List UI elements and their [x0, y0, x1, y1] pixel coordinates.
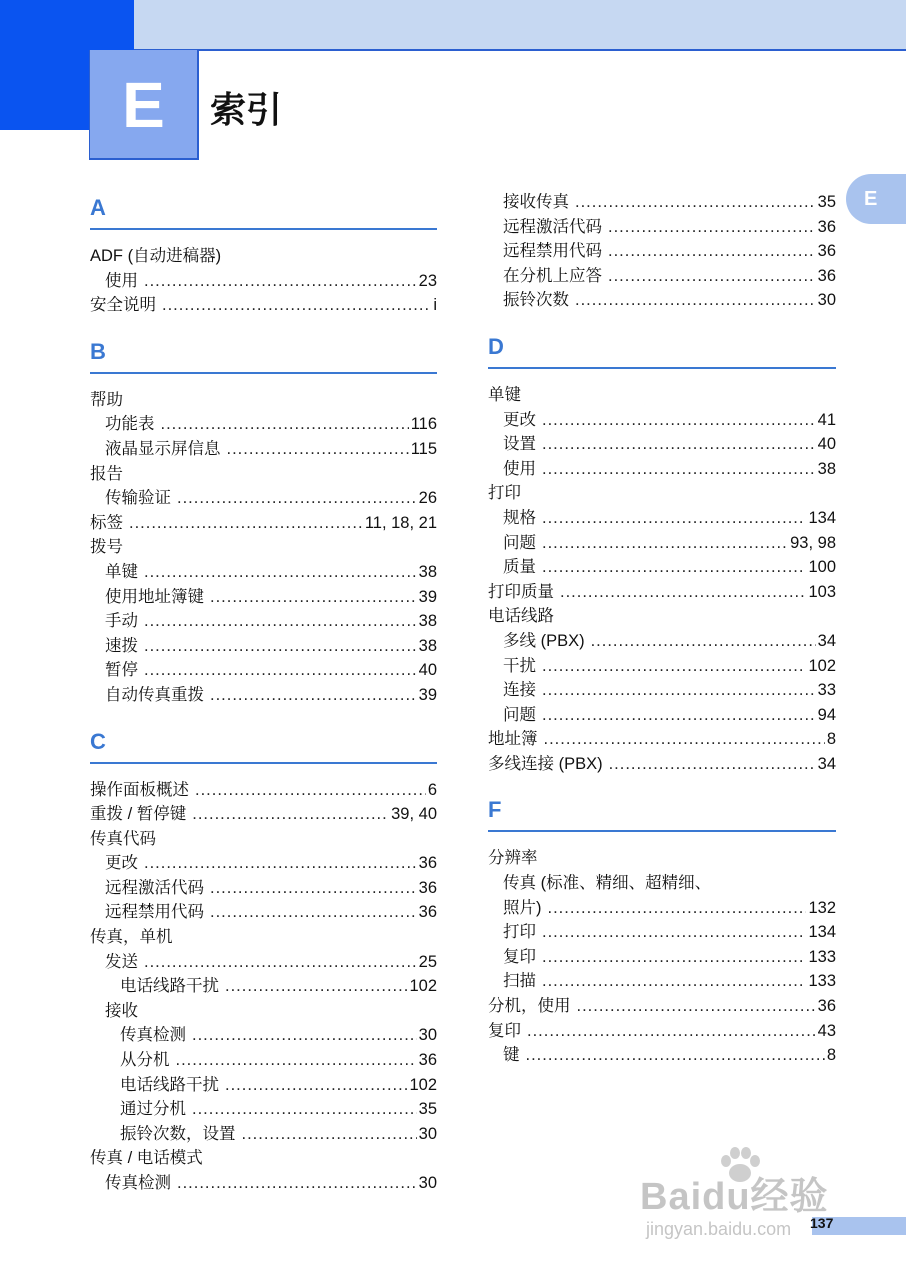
index-entry [488, 215, 836, 240]
index-entry [90, 778, 437, 803]
dot-leader [192, 1097, 417, 1122]
index-term: 远程禁用代码 [105, 903, 204, 922]
index-term: 报告 [90, 464, 123, 483]
index-entry [488, 752, 836, 777]
index-entry [90, 900, 437, 925]
index-page-ref[interactable]: 36 [817, 242, 836, 261]
index-term: 使用 [105, 271, 138, 290]
index-term: 更改 [105, 854, 138, 873]
index-page-ref[interactable]: 93, 98 [790, 533, 836, 552]
index-entry [488, 945, 836, 970]
index-term: 帮助 [90, 390, 123, 409]
index-term: 干扰 [503, 656, 536, 675]
index-page-ref[interactable]: 36 [418, 1051, 437, 1070]
index-entry [488, 654, 836, 679]
index-page-ref[interactable]: 38 [418, 636, 437, 655]
index-page-ref[interactable]: 94 [817, 705, 836, 724]
dot-leader [195, 778, 426, 803]
index-term: 打印 [488, 484, 521, 503]
index-term: 拨号 [90, 538, 123, 557]
index-page-ref[interactable]: i [433, 296, 437, 315]
index-term: 振铃次数，设置 [120, 1124, 236, 1143]
index-entry [488, 1043, 836, 1068]
watermark [640, 1145, 860, 1255]
dot-leader [542, 678, 816, 703]
index-entry [488, 481, 836, 506]
index-entry [488, 920, 836, 945]
index-entry [90, 1023, 437, 1048]
index-page-ref[interactable]: 34 [817, 631, 836, 650]
index-term: 问题 [503, 705, 536, 724]
dot-leader [162, 293, 431, 318]
dot-leader [542, 654, 806, 679]
dot-leader [542, 457, 816, 482]
dot-leader [542, 506, 806, 531]
dot-leader [542, 945, 806, 970]
index-page-ref[interactable]: 34 [817, 754, 836, 773]
dot-leader [144, 634, 417, 659]
index-page-ref[interactable]: 23 [418, 271, 437, 290]
index-page-ref[interactable]: 36 [817, 266, 836, 285]
dot-leader [177, 1171, 417, 1196]
index-entry [488, 555, 836, 580]
index-page-ref[interactable]: 33 [817, 681, 836, 700]
dot-leader [210, 683, 417, 708]
index-term: 安全说明 [90, 296, 156, 315]
index-page-ref[interactable]: 39 [418, 587, 437, 606]
dot-leader [575, 190, 816, 215]
dot-leader [542, 408, 816, 433]
index-page-ref[interactable]: 38 [418, 612, 437, 631]
dot-leader [144, 609, 417, 634]
index-term: 暂停 [105, 661, 138, 680]
index-page-ref[interactable]: 133 [808, 972, 836, 991]
index-term: 自动传真重拨 [105, 685, 204, 704]
dot-leader [144, 658, 417, 683]
dot-leader [161, 412, 409, 437]
dot-leader [210, 900, 417, 925]
dot-leader [577, 994, 816, 1019]
index-entry [90, 437, 437, 462]
index-term: 复印 [503, 947, 536, 966]
index-entry [488, 408, 836, 433]
index-entry [90, 511, 437, 536]
section-heading: D [488, 331, 836, 369]
index-entry [90, 851, 437, 876]
dot-leader [192, 1023, 417, 1048]
index-column-left [90, 192, 437, 1196]
index-page-ref[interactable]: 134 [808, 508, 836, 527]
dot-leader [548, 896, 807, 921]
index-entry [90, 560, 437, 585]
index-entry [90, 1122, 437, 1147]
index-term: 规格 [503, 508, 536, 527]
index-page-ref[interactable]: 102 [808, 656, 836, 675]
index-term: 远程激活代码 [105, 878, 204, 897]
page-title: 索引 [210, 89, 283, 130]
index-entry [90, 827, 437, 852]
index-page-ref[interactable]: 30 [817, 291, 836, 310]
index-entry [488, 288, 836, 313]
index-term: 质量 [503, 558, 536, 577]
index-entry [488, 969, 836, 994]
index-term: 电话线路干扰 [120, 977, 219, 996]
index-page-ref[interactable]: 103 [808, 582, 836, 601]
index-term: 功能表 [105, 415, 155, 434]
index-term: 设置 [503, 435, 536, 454]
dot-leader [542, 969, 806, 994]
index-page-ref[interactable]: 115 [410, 439, 437, 458]
index-page-ref[interactable]: 39 [418, 685, 437, 704]
dot-leader [144, 269, 417, 294]
index-entry [90, 974, 437, 999]
index-page-ref[interactable]: 116 [410, 415, 437, 434]
index-entry [488, 994, 836, 1019]
index-term: ADF (自动进稿器) [90, 247, 222, 265]
index-entry [90, 293, 437, 318]
dot-leader [144, 560, 417, 585]
index-entry [90, 388, 437, 413]
index-entry [488, 629, 836, 654]
dot-leader [542, 555, 806, 580]
index-term: 更改 [503, 410, 536, 429]
index-page-ref[interactable]: 8 [826, 1046, 836, 1065]
index-term: 从分机 [120, 1051, 170, 1070]
dot-leader [542, 531, 788, 556]
index-term: 问题 [503, 533, 536, 552]
index-entry [90, 950, 437, 975]
index-term: 传输验证 [105, 489, 171, 508]
index-entry [90, 634, 437, 659]
index-term: 发送 [105, 952, 138, 971]
index-term: 振铃次数 [503, 291, 569, 310]
section-heading: A [90, 192, 437, 230]
index-page-ref[interactable]: 36 [418, 878, 437, 897]
index-term: 接收传真 [503, 193, 569, 211]
chapter-letter: E [89, 50, 199, 160]
dot-leader [526, 1043, 825, 1068]
index-entry [90, 1097, 437, 1122]
index-entry [90, 683, 437, 708]
index-page-ref[interactable]: 40 [817, 435, 836, 454]
index-page-ref[interactable]: 134 [808, 923, 836, 942]
index-entry [488, 239, 836, 264]
index-page-ref[interactable]: 11, 18, 21 [364, 513, 437, 532]
index-term: 传真，单机 [90, 928, 173, 947]
index-term: 远程禁用代码 [503, 242, 602, 261]
index-term: 传真检测 [105, 1174, 171, 1192]
dot-leader [225, 1073, 407, 1098]
dot-leader [210, 585, 417, 610]
index-page-ref[interactable]: 36 [418, 903, 437, 922]
dot-leader [544, 727, 825, 752]
index-page-ref[interactable]: 102 [409, 977, 437, 996]
index-term: 速拨 [105, 636, 138, 655]
watermark-url: jingyan.baidu.com [646, 1219, 792, 1239]
index-entry [488, 1019, 836, 1044]
dot-leader [192, 802, 389, 827]
side-chapter-tab: E [846, 174, 906, 224]
index-entry [488, 678, 836, 703]
index-term: 远程激活代码 [503, 217, 602, 236]
index-entry [488, 506, 836, 531]
dot-leader [177, 486, 417, 511]
index-entry [90, 658, 437, 683]
index-term: 地址簿 [488, 730, 538, 749]
dot-leader [575, 288, 816, 313]
index-term: 电话线路 [488, 607, 554, 626]
section-heading: C [90, 726, 437, 764]
dot-leader [176, 1048, 417, 1073]
index-entry [90, 244, 437, 269]
index-entry [90, 269, 437, 294]
index-term: 手动 [105, 612, 138, 631]
index-page-ref[interactable]: 38 [418, 562, 437, 581]
index-term: 扫描 [503, 972, 536, 991]
index-page-ref[interactable]: 36 [418, 854, 437, 873]
index-entry [90, 1171, 437, 1196]
dot-leader [560, 580, 806, 605]
index-page-ref[interactable]: 132 [808, 898, 836, 917]
index-entry [90, 925, 437, 950]
index-page-ref[interactable]: 38 [817, 459, 836, 478]
index-column-right [488, 190, 836, 1068]
index-page-ref[interactable]: 26 [418, 489, 437, 508]
index-page-ref[interactable]: 43 [817, 1021, 836, 1040]
index-term: 传真检测 [120, 1026, 186, 1045]
index-term: 电话线路干扰 [120, 1075, 219, 1094]
section-heading: B [90, 336, 437, 374]
dot-leader [591, 629, 816, 654]
index-entry [488, 383, 836, 408]
dot-leader [608, 239, 816, 264]
index-entry [90, 609, 437, 634]
dot-leader [227, 437, 409, 462]
dot-leader [542, 920, 806, 945]
watermark-logo: Baidu经验 [640, 1176, 829, 1218]
index-entry [90, 999, 437, 1024]
index-term: 分机，使用 [488, 997, 571, 1016]
index-entry [90, 412, 437, 437]
index-term: 传真 (标准、精细、超精细、 [503, 874, 712, 893]
header-rule [134, 49, 906, 51]
dot-leader [608, 215, 816, 240]
index-entry [90, 462, 437, 487]
index-entry [90, 1146, 437, 1171]
index-term: 传真代码 [90, 829, 156, 848]
index-entry [488, 896, 836, 921]
dot-leader [242, 1122, 417, 1147]
index-page-ref[interactable]: 35 [418, 1100, 437, 1119]
index-entry [90, 535, 437, 560]
index-term: 通过分机 [120, 1100, 186, 1119]
dot-leader [542, 703, 816, 728]
dot-leader [527, 1019, 816, 1044]
section-heading: F [488, 794, 836, 832]
index-page-ref[interactable]: 35 [817, 193, 836, 211]
index-term: 复印 [488, 1021, 521, 1040]
index-entry [90, 486, 437, 511]
index-term: 操作面板概述 [90, 780, 189, 799]
dot-leader [609, 752, 816, 777]
index-entry [488, 432, 836, 457]
dot-leader [144, 950, 417, 975]
page-number: 137 [810, 1215, 834, 1231]
index-page-ref[interactable]: 102 [409, 1075, 437, 1094]
dot-leader [608, 264, 816, 289]
dot-leader [144, 851, 417, 876]
index-page-ref[interactable]: 133 [808, 947, 836, 966]
index-page-ref[interactable]: 30 [418, 1174, 437, 1192]
index-entry [488, 190, 836, 215]
index-page-ref[interactable]: 30 [418, 1026, 437, 1045]
index-entry [90, 802, 437, 827]
index-term: 打印 [503, 923, 536, 942]
dot-leader [542, 432, 816, 457]
index-entry [488, 846, 836, 871]
index-entry [488, 457, 836, 482]
index-entry [488, 703, 836, 728]
index-page-ref[interactable]: 36 [817, 997, 836, 1016]
index-page-ref[interactable]: 36 [817, 217, 836, 236]
index-entry [90, 1048, 437, 1073]
index-entry [90, 876, 437, 901]
index-entry [488, 264, 836, 289]
index-term: 多线连接 (PBX) [488, 754, 603, 773]
index-term: 多线 (PBX) [503, 631, 585, 650]
index-term: 分辨率 [488, 849, 538, 868]
index-page-ref[interactable]: 100 [808, 558, 836, 577]
index-term: 单键 [105, 562, 138, 581]
index-term: 液晶显示屏信息 [105, 439, 221, 458]
index-page-ref[interactable]: 30 [418, 1124, 437, 1143]
header-band [0, 0, 906, 50]
dot-leader [210, 876, 417, 901]
index-term: 使用 [503, 459, 536, 478]
index-term: 连接 [503, 681, 536, 700]
index-term: 照片) [503, 898, 542, 917]
index-term: 重拨 / 暂停键 [90, 805, 187, 824]
index-page-ref[interactable]: 6 [427, 780, 437, 799]
index-page-ref[interactable]: 39, 40 [391, 805, 437, 824]
index-term: 单键 [488, 385, 521, 404]
index-term: 标签 [90, 513, 123, 532]
dot-leader [225, 974, 407, 999]
index-term: 使用地址簿键 [105, 587, 204, 606]
index-page-ref[interactable]: 41 [817, 410, 836, 429]
index-term: 传真 / 电话模式 [90, 1149, 203, 1168]
index-entry [90, 1073, 437, 1098]
index-entry [488, 580, 836, 605]
index-entry [90, 585, 437, 610]
index-entry [488, 531, 836, 556]
index-entry [488, 604, 836, 629]
index-term: 接收 [105, 1001, 138, 1020]
index-term: 键 [503, 1046, 520, 1065]
index-term: 打印质量 [488, 582, 554, 601]
index-entry [488, 727, 836, 752]
index-page-ref[interactable]: 40 [418, 661, 437, 680]
index-page-ref[interactable]: 8 [826, 730, 836, 749]
index-entry [488, 871, 836, 896]
index-page-ref[interactable]: 25 [418, 952, 437, 971]
index-term: 在分机上应答 [503, 266, 602, 285]
dot-leader [129, 511, 363, 536]
